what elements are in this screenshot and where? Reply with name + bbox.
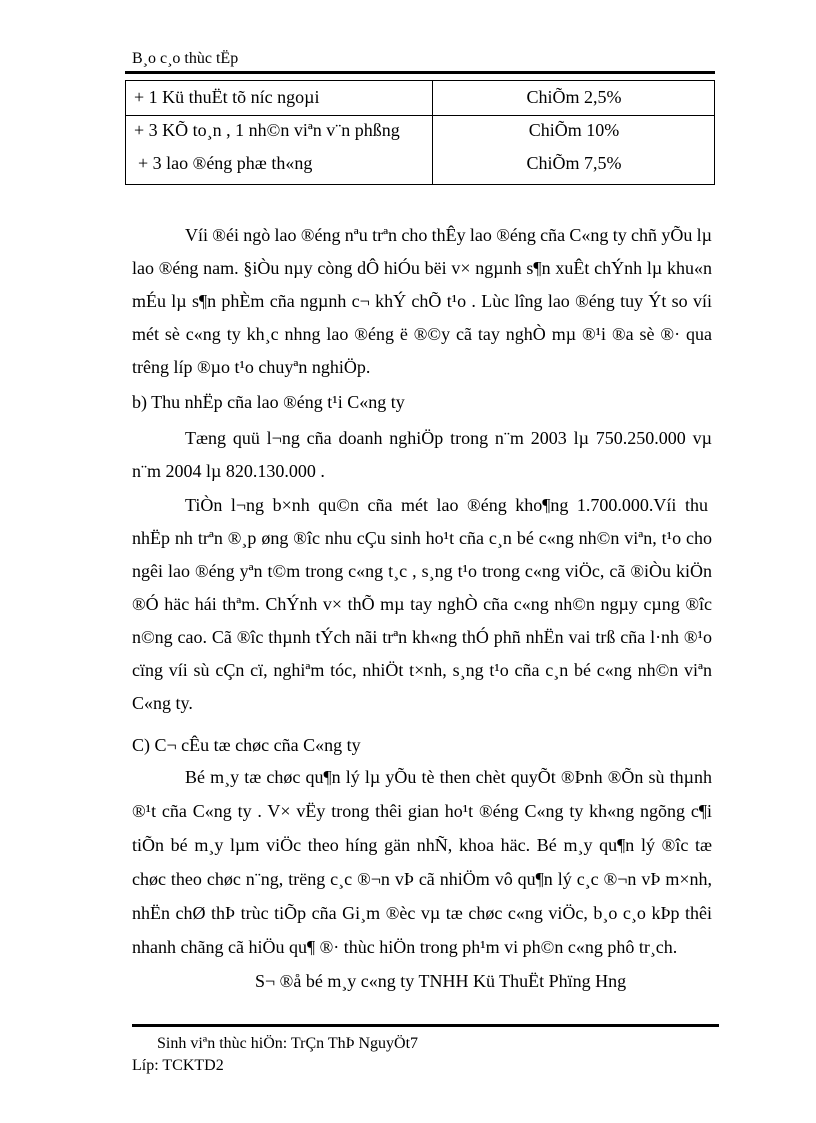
text-line: n©ng cao. Cã ®îc thµnh tÝch nãi trªn kh«ng thÓ phñ nhËn vai trß cña l·nh ®¹o (132, 627, 712, 647)
table-cell-right: ChiÕm 7,5% (526, 153, 622, 173)
footer-student: Sinh viªn thùc hiÖn: TrÇn ThÞ NguyÖt7 (157, 1035, 419, 1052)
table-cell-right: ChiÕm 2,5% (526, 87, 622, 107)
text-line: ®Ó häc hái thªm. ChÝnh v× thÕ mµ tay nghÒ cña c«ng nh©n ngµy cµng ®îc (132, 594, 712, 614)
footer-class: Líp: TCKTD2 (132, 1057, 224, 1074)
text-line: Tæng quü l¬ng cña doanh nghiÖp trong n¨m 2003 lµ 750.250.000 vµ (185, 428, 712, 448)
text-line: nhËn chØ thÞ trùc tiÕp cña Gi¸m ®èc vµ tæ chøc c«ng viÖc, b¸o c¸o kÞp thêi (132, 903, 712, 923)
running-header: B¸o c¸o thùc tËp (132, 50, 239, 67)
table-cell-left: + 3 KÕ to¸n , 1 nh©n viªn v¨n phßng (134, 120, 400, 140)
text-line: C«ng ty. (132, 693, 193, 713)
text-line: trêng líp ®µo t¹o chuyªn nghiÖp. (132, 357, 371, 377)
text-line: Víi ®éi ngò lao ®éng nªu trªn cho thÊy lao ®éng cña C«ng ty chñ yÕu lµ (185, 225, 712, 245)
text-line: ®¹t cña C«ng ty . V× vËy trong thêi gian ho¹t ®éng C«ng ty kh«ng ngõng c¶i (132, 801, 712, 821)
text-line: lao ®éng nam. §iÒu nµy còng dÔ hiÓu bëi v× ngµnh s¶n xuÊt chÝnh lµ khu«n (132, 258, 712, 278)
footer-rule (132, 1024, 719, 1027)
section-heading: C) C¬ cÊu tæ chøc cña C«ng ty (132, 735, 361, 755)
text-line: mÉu lµ s¶n phÈm cña ngµnh c¬ khÝ chÕ t¹o . Lùc lîng lao ®éng tuy Ýt so víi (132, 291, 712, 311)
text-line: cïng víi sù cÇn cï, nghiªm tóc, nhiÖt t×nh, s¸ng t¹o cña c¸n bé c«ng nh©n viªn (132, 660, 712, 680)
text-line: chøc theo chøc n¨ng, trëng c¸c ®¬n vÞ cã nhiÖm vô qu¶n lý c¸c ®¬n vÞ m×nh, (132, 869, 712, 889)
staff-table (125, 80, 715, 185)
text-line: n¨m 2004 lµ 820.130.000 . (132, 461, 325, 481)
text-line: mét sè c«ng ty kh¸c nhng lao ®éng ë ®©y cã tay nghÒ mµ ®¹i ®a sè ®· qua (132, 324, 712, 344)
text-line: TiÒn l¬ng b×nh qu©n cña mét lao ®éng kho¶ng 1.700.000.Víi thu (185, 495, 708, 515)
section-heading: b) Thu nhËp cña lao ®éng t¹i C«ng ty (132, 392, 405, 412)
header-rule (125, 71, 715, 74)
table-cell-left: + 1 Kü thuËt tõ níc ngoµi (134, 87, 320, 107)
text-line: ngêi lao ®éng yªn t©m trong c«ng t¸c , s¸ng t¹o trong c«ng viÖc, cã ®iÒu kiÖn (132, 561, 712, 581)
diagram-caption: S¬ ®å bé m¸y c«ng ty TNHH Kü ThuËt Phïng Hng (255, 971, 627, 991)
text-line: tiÕn bé m¸y lµm viÖc theo híng gän nhÑ, khoa häc. Bé m¸y qu¶n lý ®îc tæ (132, 835, 712, 855)
table-cell-left: + 3 lao ®éng phæ th«ng (138, 153, 313, 173)
table-cell-right: ChiÕm 10% (528, 120, 620, 140)
row-divider (126, 115, 714, 116)
text-line: Bé m¸y tæ chøc qu¶n lý lµ yÕu tè then chèt quyÕt ®Þnh ®Õn sù thµnh (185, 767, 712, 787)
text-line: nhanh chãng cã hiÖu qu¶ ®· thùc hiÖn trong ph¹m vi ph©n c«ng phô tr¸ch. (132, 937, 678, 957)
text-line: nhËp nh trªn ®¸p øng ®îc nhu cÇu sinh ho¹t cña c¸n bé c«ng nh©n viªn, t¹o cho (132, 528, 712, 548)
